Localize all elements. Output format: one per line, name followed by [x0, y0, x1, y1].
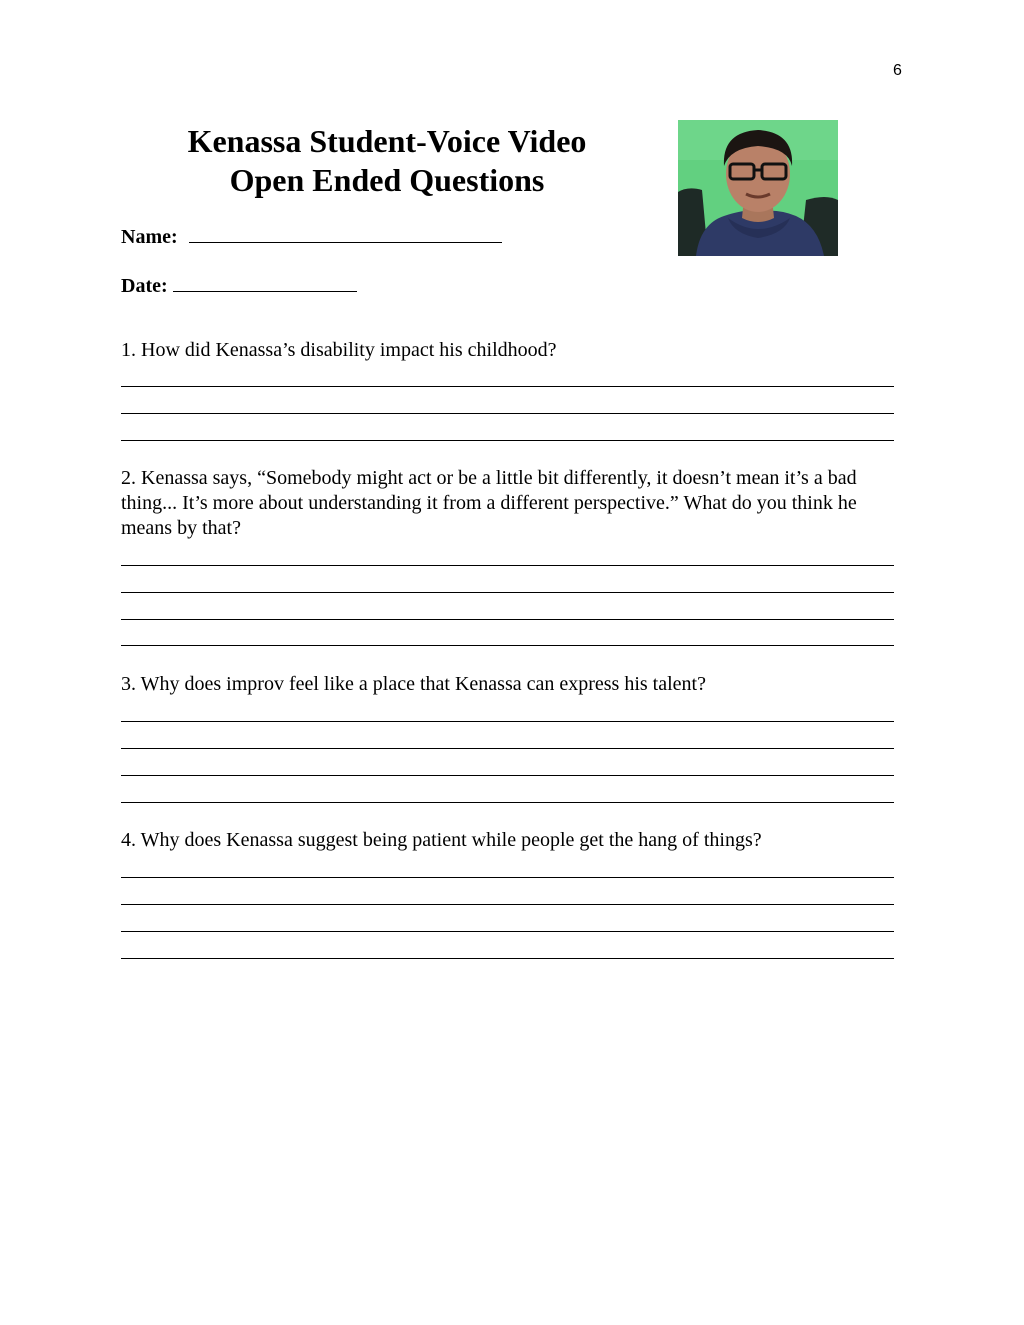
answer-line[interactable]	[121, 931, 894, 932]
date-field[interactable]	[121, 271, 357, 298]
question-number: 2.	[121, 467, 136, 489]
answer-line[interactable]	[121, 958, 894, 959]
question-4	[121, 828, 896, 853]
answer-line[interactable]	[121, 440, 894, 441]
answer-line[interactable]	[121, 645, 894, 646]
question-number: 1.	[121, 339, 136, 361]
answer-line[interactable]	[121, 619, 894, 620]
question-3	[121, 672, 896, 697]
answer-line[interactable]	[121, 721, 894, 722]
answer-line[interactable]	[121, 565, 894, 566]
name-field[interactable]	[121, 222, 502, 249]
date-label: Date:	[121, 275, 168, 297]
answer-line[interactable]	[121, 386, 894, 387]
answer-line[interactable]	[121, 802, 894, 803]
question-number: 4.	[121, 829, 136, 851]
answer-line[interactable]	[121, 413, 894, 414]
answer-line[interactable]	[121, 904, 894, 905]
question-number: 3.	[121, 673, 136, 695]
title-line-1: Kenassa Student-Voice Video	[187, 123, 587, 159]
title-line-2: Open Ended Questions	[229, 162, 545, 198]
question-text: Kenassa says, “Somebody might act or be a little bit differently, it doesn’t mean it’s a bad thing... It’s more about understanding it from a different perspective.” What do you think he means by that?	[121, 467, 857, 539]
question-text: How did Kenassa’s disability impact his childhood?	[141, 339, 557, 361]
worksheet-title	[120, 122, 654, 200]
question-1	[121, 338, 896, 363]
answer-line[interactable]	[121, 877, 894, 878]
answer-line[interactable]	[121, 748, 894, 749]
question-text: Why does Kenassa suggest being patient while people get the hang of things?	[140, 829, 762, 851]
question-text: Why does improv feel like a place that Kenassa can express his talent?	[140, 673, 706, 695]
student-photo	[678, 120, 838, 256]
answer-line[interactable]	[121, 775, 894, 776]
page-number: 6	[893, 62, 902, 79]
name-blank[interactable]	[189, 222, 502, 243]
question-2	[121, 466, 896, 541]
name-label: Name:	[121, 226, 178, 248]
answer-line[interactable]	[121, 592, 894, 593]
date-blank[interactable]	[173, 271, 357, 292]
